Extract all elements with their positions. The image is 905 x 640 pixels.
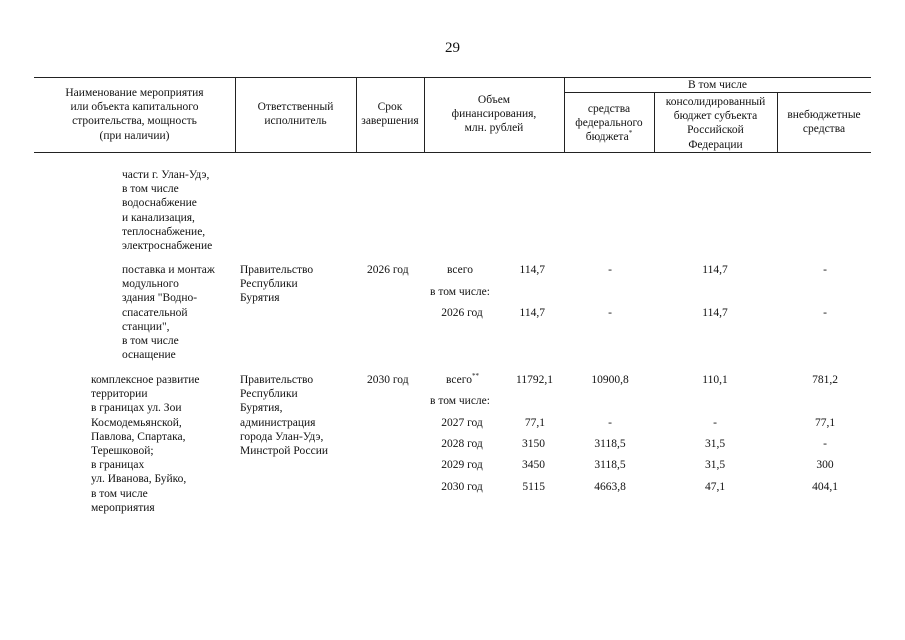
continued-item-name: части г. Улан-Удэ, в том числе водоснабжение и канализация, теплоснабжение, электроснабжение — [122, 169, 213, 253]
complex-year-value: 77,1 — [524, 417, 545, 429]
rescue-year-federal: - — [608, 307, 612, 319]
complex-year-value: 5115 — [522, 481, 545, 493]
rescue-year-offbudget: - — [823, 307, 827, 319]
complex-development-item-name: комплексное развитие территории в границах ул. Зои Космодемьянской, Павлова, Спартака, Терешковой; в границах ул. Иванова, Буйко, в том числе мероприятия — [91, 374, 200, 514]
complex-year-label: 2030 год — [441, 481, 483, 493]
complex-year-label: 2028 год — [441, 438, 483, 450]
footnote-mark: * — [628, 129, 633, 138]
rescue-station-deadline: 2026 год — [367, 264, 409, 276]
rescue-total-label: всего — [447, 264, 473, 276]
complex-year-federal: 4663,8 — [594, 481, 626, 493]
header-federal-column: средства федерального бюджета* — [575, 103, 643, 144]
rescue-year-regional: 114,7 — [702, 307, 728, 319]
complex-year-label: 2029 год — [441, 459, 483, 471]
header-offbudget-column: внебюджетные средства — [787, 109, 861, 136]
complex-total-federal: 10900,8 — [591, 374, 629, 386]
rescue-including-label: в том числе: — [430, 286, 490, 298]
complex-year-regional: 31,5 — [704, 438, 726, 450]
table-header-bottom-rule — [34, 152, 871, 153]
header-volume-column: Объем финансирования, млн. рублей — [451, 94, 537, 135]
complex-total-label: всего** — [446, 372, 479, 386]
complex-development-executor: Правительство Республики Бурятия, администрация города Улан-Удэ, Минстрой России — [240, 374, 328, 458]
complex-total-value: 11792,1 — [516, 374, 553, 386]
complex-total-offbudget: 781,2 — [812, 374, 838, 386]
complex-development-deadline: 2030 год — [367, 374, 409, 386]
complex-total-regional: 110,1 — [702, 374, 728, 386]
complex-including-label: в том числе: — [430, 395, 490, 407]
rescue-station-executor: Правительство Республики Бурятия — [240, 264, 314, 305]
rescue-total-regional: 114,7 — [702, 264, 728, 276]
rescue-total-federal: - — [608, 264, 612, 276]
complex-year-regional: 31,5 — [704, 459, 726, 471]
complex-year-value: 3150 — [522, 438, 545, 450]
complex-year-regional: 47,1 — [704, 481, 726, 493]
complex-year-federal: 3118,5 — [594, 459, 626, 471]
complex-year-federal: 3118,5 — [594, 438, 626, 450]
rescue-total-value: 114,7 — [519, 264, 545, 276]
header-executor-column: Ответственный исполнитель — [257, 101, 334, 128]
complex-year-offbudget: - — [823, 438, 827, 450]
header-group-label: В том числе — [688, 79, 747, 91]
complex-year-value: 3450 — [522, 459, 545, 471]
rescue-station-item-name: поставка и монтаж модульного здания "Водно- спасательной станции", в том числе оснащение — [122, 264, 215, 362]
rescue-year-value: 114,7 — [519, 307, 545, 319]
footnote-mark: ** — [471, 372, 479, 380]
complex-year-offbudget: 77,1 — [814, 417, 836, 429]
complex-year-label: 2027 год — [441, 417, 483, 429]
header-name-column: Наименование мероприятия или объекта капитального строительства, мощность (при наличии) — [65, 87, 204, 142]
complex-year-regional: - — [713, 417, 717, 429]
complex-year-offbudget: 300 — [816, 459, 834, 471]
header-deadline-column: Срок завершения — [361, 101, 419, 128]
page-number: 29 — [445, 40, 460, 56]
complex-year-federal: - — [608, 417, 612, 429]
rescue-total-offbudget: - — [823, 264, 827, 276]
rescue-year-label: 2026 год — [441, 307, 483, 319]
header-regional-column: консолидированный бюджет субъекта Российской Федерации — [665, 96, 766, 151]
complex-year-offbudget: 404,1 — [812, 481, 838, 493]
